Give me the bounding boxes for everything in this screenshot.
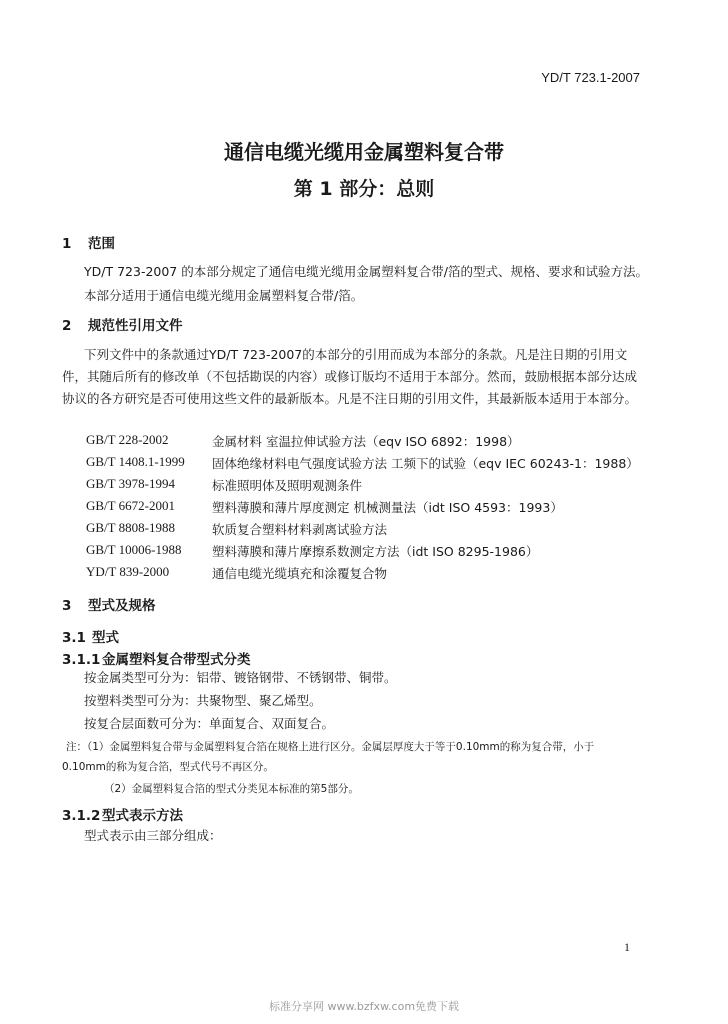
- reference-title: 固体绝缘材料电气强度试验方法 工频下的试验（eqv IEC 60243-1：1988）: [212, 456, 639, 471]
- scope-paragraph-1: YD/T 723-2007 的本部分规定了通信电缆光缆用金属塑料复合带/箔的型式、规格、要求和试验方法。: [84, 264, 648, 279]
- type-by-plastic: 按塑料类型可分为：共聚物型、聚乙烯型。: [84, 693, 322, 708]
- section-2-heading: [62, 314, 183, 334]
- note-1-line-2: 0.10mm的称为复合箔，型式代号不再区分。: [62, 761, 274, 773]
- reference-title: 塑料薄膜和薄片摩擦系数测定方法（idt ISO 8295-1986）: [212, 544, 539, 559]
- section-number: 3.1.1: [62, 652, 101, 668]
- reference-code: GB/T 3978-1994: [86, 476, 175, 491]
- section-3-1-1-heading: [62, 648, 251, 668]
- reference-item: [86, 520, 646, 542]
- section-title: 范围: [88, 236, 115, 252]
- type-by-layers: 按复合层面数可分为：单面复合、双面复合。: [84, 716, 335, 731]
- reference-title: 通信电缆光缆填充和涂覆复合物: [212, 566, 388, 581]
- reference-code: GB/T 6672-2001: [86, 498, 175, 513]
- section-title: 金属塑料复合带型式分类: [102, 652, 251, 668]
- reference-item: [86, 498, 646, 520]
- reference-list: [86, 432, 646, 586]
- reference-item: [86, 476, 646, 498]
- reference-code: GB/T 8808-1988: [86, 520, 175, 535]
- reference-title: 金属材料 室温拉伸试验方法（eqv ISO 6892：1998）: [212, 434, 520, 449]
- note-1-line-1: 注：（1）金属塑料复合带与金属塑料复合箔在规格上进行区分。金属层厚度大于等于0.10mm的称为复合带，小于: [66, 741, 595, 753]
- document-title: 通信电缆光缆用金属塑料复合带: [224, 140, 504, 164]
- section-title: 型式: [92, 630, 119, 646]
- reference-item: [86, 542, 646, 564]
- normative-intro: 下列文件中的条款通过YD/T 723-2007的本部分的引用而成为本部分的条款。凡是注日期的引用文件，其随后所有的修改单（不包括勘误的内容）或修订版均不适用于本部分。然而，鼓励根据本部分达成协议的各方研究是否可使用这些文件的最新版本。凡是不注日期的引用文件，其最新版本适用于本部分。: [62, 347, 638, 406]
- reference-code: GB/T 1408.1-1999: [86, 454, 185, 469]
- document-subtitle: 第 1 部分：总则: [293, 178, 435, 200]
- type-representation: 型式表示由三部分组成：: [84, 828, 222, 843]
- page-number: 1: [624, 940, 630, 954]
- section-number: 3: [62, 598, 72, 614]
- section-number: 1: [62, 236, 72, 252]
- section-number: 3.1: [62, 630, 86, 646]
- reference-code: GB/T 228-2002: [86, 432, 169, 447]
- section-3-heading: [62, 594, 156, 614]
- reference-item: [86, 564, 646, 586]
- reference-code: GB/T 10006-1988: [86, 542, 182, 557]
- section-number: 2: [62, 318, 72, 334]
- section-title: 规范性引用文件: [88, 318, 183, 334]
- type-by-metal: 按金属类型可分为：铝带、镀铬钢带、不锈钢带、铜带。: [84, 670, 397, 685]
- reference-item: [86, 432, 646, 454]
- section-1-heading: [62, 232, 115, 252]
- reference-title: 塑料薄膜和薄片厚度测定 机械测量法（idt ISO 4593：1993）: [212, 500, 563, 515]
- scope-paragraph-2: 本部分适用于通信电缆光缆用金属塑料复合带/箔。: [84, 288, 364, 303]
- section-3-1-2-heading: [62, 804, 183, 824]
- section-3-1-heading: [62, 626, 119, 646]
- note-2: （2）金属塑料复合箔的型式分类见本标准的第5部分。: [104, 783, 359, 795]
- reference-title: 软质复合塑料材料剥离试验方法: [212, 522, 388, 537]
- watermark: 标准分享网 www.bzfxw.com免费下载: [268, 1000, 460, 1013]
- reference-title: 标准照明体及照明观测条件: [212, 478, 363, 493]
- section-title: 型式及规格: [88, 598, 156, 614]
- section-title: 型式表示方法: [102, 808, 183, 824]
- reference-code: YD/T 839-2000: [86, 564, 170, 579]
- section-number: 3.1.2: [62, 808, 101, 824]
- reference-item: [86, 454, 646, 476]
- standard-code: YD/T 723.1-2007: [541, 70, 640, 85]
